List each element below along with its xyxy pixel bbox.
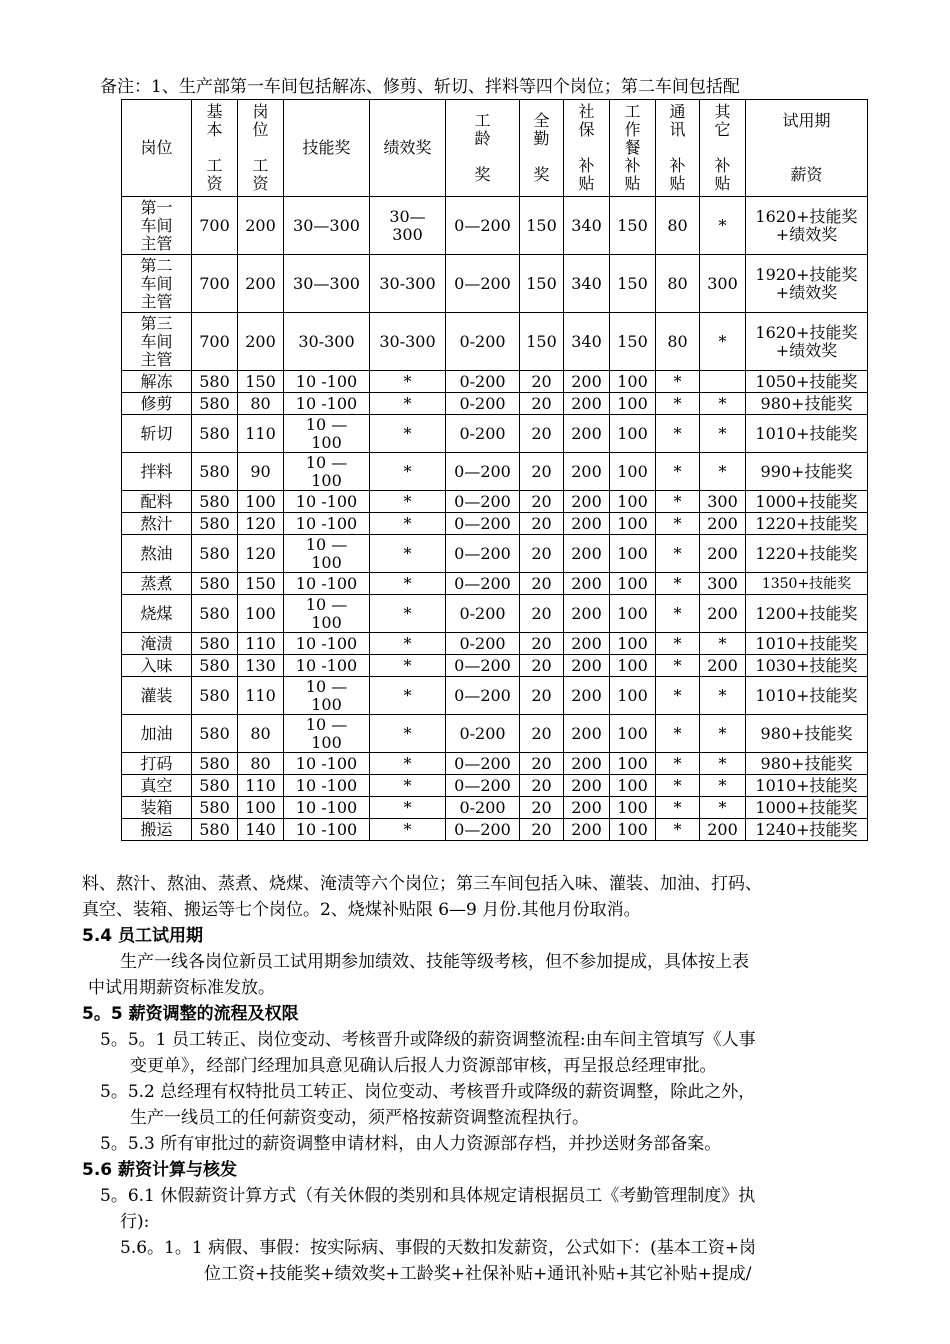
- cell-seniority-bonus: 0—200: [446, 513, 520, 535]
- cell-position: 熬油: [122, 535, 192, 573]
- cell-position: 第二车间主管: [122, 255, 192, 313]
- cell-post-salary: 140: [238, 819, 284, 841]
- cell-meal-subsidy: 150: [610, 197, 656, 255]
- cell-position: 加油: [122, 715, 192, 753]
- section-5-6-1-line-1: 5。6.1 休假薪资计算方式（有关休假的类别和具体规定请根据员工《考勤管理制度》执: [100, 1186, 756, 1206]
- cell-comm-subsidy: *: [656, 655, 700, 677]
- cell-meal-subsidy: 100: [610, 491, 656, 513]
- cell-other-subsidy: *: [700, 633, 746, 655]
- cell-position: 入味: [122, 655, 192, 677]
- cell-performance-bonus: *: [370, 535, 446, 573]
- section-5-4-para-2: 中试用期薪资标准发放。: [88, 978, 275, 998]
- cell-base-salary: 580: [192, 535, 238, 573]
- cell-attendance-bonus: 20: [520, 371, 564, 393]
- cell-trial-salary: 1030+技能奖: [746, 655, 868, 677]
- cell-trial-salary: 1620+技能奖+绩效奖: [746, 313, 868, 371]
- table-row: [122, 595, 868, 633]
- cell-seniority-bonus: 0—200: [446, 775, 520, 797]
- section-5-5-title: 5。5 薪资调整的流程及权限: [82, 1004, 299, 1024]
- cell-meal-subsidy: 100: [610, 393, 656, 415]
- table-row: [122, 491, 868, 513]
- cell-base-salary: 580: [192, 573, 238, 595]
- cell-base-salary: 580: [192, 371, 238, 393]
- cell-base-salary: 580: [192, 715, 238, 753]
- cell-base-salary: 580: [192, 393, 238, 415]
- cell-post-salary: 120: [238, 513, 284, 535]
- cell-social-subsidy: 200: [564, 513, 610, 535]
- cell-attendance-bonus: 150: [520, 313, 564, 371]
- cell-position: 第三车间主管: [122, 313, 192, 371]
- cell-meal-subsidy: 100: [610, 819, 656, 841]
- cell-social-subsidy: 200: [564, 595, 610, 633]
- cell-social-subsidy: 200: [564, 633, 610, 655]
- cell-post-salary: 90: [238, 453, 284, 491]
- cell-performance-bonus: 30—300: [370, 197, 446, 255]
- cell-post-salary: 80: [238, 715, 284, 753]
- table-row: [122, 197, 868, 255]
- header-trial-salary: 试用期 薪资: [746, 100, 868, 197]
- cell-performance-bonus: *: [370, 677, 446, 715]
- header-other-subsidy: 其它 补贴: [700, 100, 746, 197]
- table-row: [122, 715, 868, 753]
- table-row: [122, 633, 868, 655]
- table-row: [122, 313, 868, 371]
- cell-meal-subsidy: 100: [610, 655, 656, 677]
- cell-base-salary: 580: [192, 797, 238, 819]
- table-row: [122, 677, 868, 715]
- cell-meal-subsidy: 150: [610, 255, 656, 313]
- cell-skill-bonus: 10 — 100: [284, 415, 370, 453]
- cell-post-salary: 130: [238, 655, 284, 677]
- cell-skill-bonus: 10 -100: [284, 491, 370, 513]
- cell-social-subsidy: 200: [564, 753, 610, 775]
- cell-trial-salary: 1200+技能奖: [746, 595, 868, 633]
- cell-performance-bonus: *: [370, 393, 446, 415]
- cell-post-salary: 200: [238, 197, 284, 255]
- cell-attendance-bonus: 20: [520, 715, 564, 753]
- cell-skill-bonus: 30-300: [284, 313, 370, 371]
- cell-skill-bonus: 10 -100: [284, 393, 370, 415]
- cell-skill-bonus: 10 -100: [284, 655, 370, 677]
- cell-performance-bonus: 30-300: [370, 255, 446, 313]
- section-5-4-para-1: 生产一线各岗位新员工试用期参加绩效、技能等级考核，但不参加提成，具体按上表: [120, 952, 749, 972]
- cell-attendance-bonus: 20: [520, 775, 564, 797]
- table-row: [122, 453, 868, 491]
- cell-skill-bonus: 10 — 100: [284, 715, 370, 753]
- cell-other-subsidy: *: [700, 393, 746, 415]
- cell-other-subsidy: 200: [700, 819, 746, 841]
- cell-comm-subsidy: 80: [656, 255, 700, 313]
- cell-skill-bonus: 10 -100: [284, 797, 370, 819]
- cell-comm-subsidy: *: [656, 393, 700, 415]
- cell-other-subsidy: 300: [700, 491, 746, 513]
- cell-social-subsidy: 200: [564, 415, 610, 453]
- table-header-row: [122, 100, 868, 197]
- cell-trial-salary: 1010+技能奖: [746, 775, 868, 797]
- cell-comm-subsidy: *: [656, 573, 700, 595]
- cell-performance-bonus: *: [370, 513, 446, 535]
- section-5-5-2-line-1: 5。5.2 总经理有权特批员工转正、岗位变动、考核晋升或降级的薪资调整，除此之外，: [100, 1082, 756, 1102]
- header-seniority-bonus: 工龄 奖: [446, 100, 520, 197]
- cell-skill-bonus: 10 -100: [284, 753, 370, 775]
- cell-social-subsidy: 200: [564, 491, 610, 513]
- cell-comm-subsidy: *: [656, 715, 700, 753]
- cell-meal-subsidy: 100: [610, 595, 656, 633]
- cell-performance-bonus: *: [370, 819, 446, 841]
- cell-seniority-bonus: 0—200: [446, 819, 520, 841]
- salary-table: [121, 99, 868, 841]
- cell-performance-bonus: *: [370, 595, 446, 633]
- cell-trial-salary: 1620+技能奖+绩效奖: [746, 197, 868, 255]
- section-5-5-2-line-2: 生产一线员工的任何薪资变动，须严格按薪资调整流程执行。: [130, 1108, 589, 1128]
- cell-attendance-bonus: 20: [520, 513, 564, 535]
- cell-seniority-bonus: 0—200: [446, 655, 520, 677]
- cell-meal-subsidy: 100: [610, 797, 656, 819]
- cell-trial-salary: 1220+技能奖: [746, 513, 868, 535]
- cell-attendance-bonus: 20: [520, 797, 564, 819]
- table-row: [122, 513, 868, 535]
- cell-attendance-bonus: 20: [520, 595, 564, 633]
- header-attendance-bonus: 全勤 奖: [520, 100, 564, 197]
- cell-performance-bonus: 30-300: [370, 313, 446, 371]
- table-row: [122, 797, 868, 819]
- cell-seniority-bonus: 0-200: [446, 393, 520, 415]
- cell-comm-subsidy: *: [656, 453, 700, 491]
- table-row: [122, 393, 868, 415]
- cell-base-salary: 580: [192, 819, 238, 841]
- cell-comm-subsidy: *: [656, 797, 700, 819]
- cell-position: 装箱: [122, 797, 192, 819]
- cell-seniority-bonus: 0-200: [446, 415, 520, 453]
- cell-performance-bonus: *: [370, 797, 446, 819]
- cell-other-subsidy: *: [700, 453, 746, 491]
- cell-base-salary: 700: [192, 313, 238, 371]
- cell-attendance-bonus: 20: [520, 655, 564, 677]
- table-row: [122, 819, 868, 841]
- section-5-6-title: 5.6 薪资计算与核发: [82, 1160, 238, 1180]
- cell-seniority-bonus: 0—200: [446, 753, 520, 775]
- cell-skill-bonus: 10 -100: [284, 775, 370, 797]
- cell-base-salary: 700: [192, 197, 238, 255]
- cell-social-subsidy: 200: [564, 535, 610, 573]
- cell-performance-bonus: *: [370, 491, 446, 513]
- cell-post-salary: 150: [238, 371, 284, 393]
- cell-other-subsidy: *: [700, 715, 746, 753]
- cell-position: 斩切: [122, 415, 192, 453]
- cell-attendance-bonus: 20: [520, 753, 564, 775]
- cell-seniority-bonus: 0-200: [446, 715, 520, 753]
- cell-comm-subsidy: *: [656, 415, 700, 453]
- cell-base-salary: 580: [192, 753, 238, 775]
- table-row: [122, 573, 868, 595]
- cell-performance-bonus: *: [370, 371, 446, 393]
- cell-meal-subsidy: 100: [610, 453, 656, 491]
- cell-performance-bonus: *: [370, 573, 446, 595]
- cell-trial-salary: 990+技能奖: [746, 453, 868, 491]
- cell-skill-bonus: 10 -100: [284, 633, 370, 655]
- section-5-5-1-line-1: 5。5。1 员工转正、岗位变动、考核晋升或降级的薪资调整流程:由车间主管填写《人事: [100, 1030, 756, 1050]
- header-meal-subsidy: 工作餐 补贴: [610, 100, 656, 197]
- cell-social-subsidy: 200: [564, 655, 610, 677]
- note-continued-2: 真空、装箱、搬运等七个岗位。2、烧煤补贴限 6—9 月份.其他月份取消。: [82, 900, 641, 920]
- cell-attendance-bonus: 20: [520, 819, 564, 841]
- cell-post-salary: 110: [238, 677, 284, 715]
- cell-post-salary: 100: [238, 491, 284, 513]
- cell-base-salary: 580: [192, 453, 238, 491]
- cell-attendance-bonus: 150: [520, 197, 564, 255]
- cell-position: 解冻: [122, 371, 192, 393]
- cell-base-salary: 580: [192, 415, 238, 453]
- cell-position: 熬汁: [122, 513, 192, 535]
- cell-meal-subsidy: 100: [610, 775, 656, 797]
- cell-position: 打码: [122, 753, 192, 775]
- cell-social-subsidy: 200: [564, 775, 610, 797]
- cell-attendance-bonus: 20: [520, 633, 564, 655]
- cell-attendance-bonus: 20: [520, 453, 564, 491]
- cell-attendance-bonus: 20: [520, 573, 564, 595]
- header-social-subsidy: 社保 补贴: [564, 100, 610, 197]
- cell-other-subsidy: *: [700, 753, 746, 775]
- cell-post-salary: 80: [238, 393, 284, 415]
- cell-trial-salary: 1920+技能奖+绩效奖: [746, 255, 868, 313]
- cell-comm-subsidy: *: [656, 535, 700, 573]
- cell-other-subsidy: *: [700, 313, 746, 371]
- header-position: 岗位: [122, 100, 192, 197]
- cell-trial-salary: 1240+技能奖: [746, 819, 868, 841]
- cell-comm-subsidy: 80: [656, 197, 700, 255]
- cell-attendance-bonus: 20: [520, 393, 564, 415]
- cell-base-salary: 580: [192, 595, 238, 633]
- cell-other-subsidy: [700, 371, 746, 393]
- cell-social-subsidy: 200: [564, 393, 610, 415]
- cell-meal-subsidy: 100: [610, 753, 656, 775]
- cell-seniority-bonus: 0—200: [446, 573, 520, 595]
- header-skill-bonus: 技能奖: [284, 100, 370, 197]
- cell-other-subsidy: 200: [700, 595, 746, 633]
- cell-seniority-bonus: 0—200: [446, 491, 520, 513]
- cell-position: 淹渍: [122, 633, 192, 655]
- cell-seniority-bonus: 0—200: [446, 453, 520, 491]
- cell-trial-salary: 1010+技能奖: [746, 415, 868, 453]
- section-5-6-1-line-2: 行):: [120, 1212, 150, 1232]
- cell-skill-bonus: 10 -100: [284, 371, 370, 393]
- cell-seniority-bonus: 0-200: [446, 633, 520, 655]
- cell-social-subsidy: 200: [564, 819, 610, 841]
- cell-seniority-bonus: 0-200: [446, 797, 520, 819]
- cell-post-salary: 110: [238, 415, 284, 453]
- cell-comm-subsidy: 80: [656, 313, 700, 371]
- cell-skill-bonus: 10 — 100: [284, 453, 370, 491]
- cell-base-salary: 580: [192, 491, 238, 513]
- cell-position: 拌料: [122, 453, 192, 491]
- cell-post-salary: 150: [238, 573, 284, 595]
- table-row: [122, 775, 868, 797]
- cell-position: 修剪: [122, 393, 192, 415]
- cell-other-subsidy: 200: [700, 655, 746, 677]
- table-row: [122, 535, 868, 573]
- cell-seniority-bonus: 0—200: [446, 535, 520, 573]
- cell-post-salary: 110: [238, 633, 284, 655]
- cell-meal-subsidy: 100: [610, 415, 656, 453]
- cell-meal-subsidy: 100: [610, 573, 656, 595]
- section-5-5-1-line-2: 变更单》，经部门经理加具意见确认后报人力资源部审核，再呈报总经理审批。: [130, 1056, 717, 1076]
- cell-post-salary: 120: [238, 535, 284, 573]
- table-row: [122, 415, 868, 453]
- cell-performance-bonus: *: [370, 655, 446, 677]
- cell-skill-bonus: 10 — 100: [284, 677, 370, 715]
- cell-trial-salary: 980+技能奖: [746, 393, 868, 415]
- cell-post-salary: 100: [238, 595, 284, 633]
- cell-performance-bonus: *: [370, 453, 446, 491]
- cell-other-subsidy: 200: [700, 513, 746, 535]
- cell-social-subsidy: 340: [564, 255, 610, 313]
- cell-trial-salary: 1010+技能奖: [746, 633, 868, 655]
- cell-skill-bonus: 10 -100: [284, 819, 370, 841]
- cell-post-salary: 100: [238, 797, 284, 819]
- cell-other-subsidy: 200: [700, 535, 746, 573]
- cell-social-subsidy: 340: [564, 313, 610, 371]
- cell-social-subsidy: 200: [564, 715, 610, 753]
- cell-position: 蒸煮: [122, 573, 192, 595]
- cell-social-subsidy: 200: [564, 453, 610, 491]
- cell-comm-subsidy: *: [656, 371, 700, 393]
- cell-other-subsidy: *: [700, 775, 746, 797]
- cell-trial-salary: 1350+技能奖: [746, 573, 868, 595]
- cell-base-salary: 580: [192, 655, 238, 677]
- cell-position: 搬运: [122, 819, 192, 841]
- cell-base-salary: 700: [192, 255, 238, 313]
- table-row: [122, 255, 868, 313]
- cell-attendance-bonus: 20: [520, 535, 564, 573]
- cell-social-subsidy: 200: [564, 797, 610, 819]
- cell-other-subsidy: *: [700, 797, 746, 819]
- cell-position: 配料: [122, 491, 192, 513]
- cell-skill-bonus: 10 -100: [284, 573, 370, 595]
- cell-seniority-bonus: 0-200: [446, 313, 520, 371]
- table-row: [122, 655, 868, 677]
- cell-skill-bonus: 10 — 100: [284, 535, 370, 573]
- cell-meal-subsidy: 100: [610, 535, 656, 573]
- cell-trial-salary: 1010+技能奖: [746, 677, 868, 715]
- cell-meal-subsidy: 100: [610, 715, 656, 753]
- cell-performance-bonus: *: [370, 715, 446, 753]
- cell-meal-subsidy: 100: [610, 677, 656, 715]
- cell-comm-subsidy: *: [656, 677, 700, 715]
- cell-comm-subsidy: *: [656, 753, 700, 775]
- cell-comm-subsidy: *: [656, 513, 700, 535]
- cell-trial-salary: 1000+技能奖: [746, 491, 868, 513]
- cell-attendance-bonus: 20: [520, 491, 564, 513]
- cell-seniority-bonus: 0-200: [446, 595, 520, 633]
- cell-attendance-bonus: 20: [520, 415, 564, 453]
- cell-performance-bonus: *: [370, 775, 446, 797]
- cell-trial-salary: 980+技能奖: [746, 715, 868, 753]
- cell-post-salary: 80: [238, 753, 284, 775]
- cell-other-subsidy: *: [700, 197, 746, 255]
- cell-performance-bonus: *: [370, 753, 446, 775]
- cell-comm-subsidy: *: [656, 633, 700, 655]
- cell-seniority-bonus: 0—200: [446, 197, 520, 255]
- cell-base-salary: 580: [192, 677, 238, 715]
- note-top: 备注：1、生产部第一车间包括解冻、修剪、斩切、拌料等四个岗位；第二车间包括配: [100, 77, 740, 97]
- cell-skill-bonus: 30—300: [284, 197, 370, 255]
- section-5-6-1-1-line-1: 5.6。1。1 病假、事假：按实际病、事假的天数扣发薪资，公式如下：(基本工资+岗: [120, 1238, 756, 1258]
- cell-meal-subsidy: 100: [610, 371, 656, 393]
- cell-base-salary: 580: [192, 513, 238, 535]
- cell-performance-bonus: *: [370, 415, 446, 453]
- cell-trial-salary: 1000+技能奖: [746, 797, 868, 819]
- cell-base-salary: 580: [192, 633, 238, 655]
- section-5-6-1-1-line-2: 位工资+技能奖+绩效奖+工龄奖+社保补贴+通讯补贴+其它补贴+提成/: [204, 1264, 752, 1284]
- cell-other-subsidy: *: [700, 677, 746, 715]
- cell-trial-salary: 1220+技能奖: [746, 535, 868, 573]
- cell-skill-bonus: 30—300: [284, 255, 370, 313]
- cell-skill-bonus: 10 — 100: [284, 595, 370, 633]
- section-5-5-3: 5。5.3 所有审批过的薪资调整申请材料，由人力资源部存档，并抄送财务部备案。: [100, 1134, 722, 1154]
- cell-meal-subsidy: 100: [610, 513, 656, 535]
- cell-comm-subsidy: *: [656, 491, 700, 513]
- note-continued-1: 料、熬汁、熬油、蒸煮、烧煤、淹渍等六个岗位；第三车间包括入味、灌装、加油、打码、: [82, 874, 762, 894]
- cell-comm-subsidy: *: [656, 595, 700, 633]
- cell-post-salary: 200: [238, 313, 284, 371]
- cell-social-subsidy: 200: [564, 371, 610, 393]
- table-row: [122, 371, 868, 393]
- cell-seniority-bonus: 0—200: [446, 255, 520, 313]
- cell-comm-subsidy: *: [656, 775, 700, 797]
- cell-position: 烧煤: [122, 595, 192, 633]
- cell-skill-bonus: 10 -100: [284, 513, 370, 535]
- cell-base-salary: 580: [192, 775, 238, 797]
- cell-position: 真空: [122, 775, 192, 797]
- cell-attendance-bonus: 150: [520, 255, 564, 313]
- cell-seniority-bonus: 0-200: [446, 371, 520, 393]
- header-comm-subsidy: 通讯 补贴: [656, 100, 700, 197]
- cell-other-subsidy: 300: [700, 255, 746, 313]
- cell-social-subsidy: 200: [564, 677, 610, 715]
- cell-comm-subsidy: *: [656, 819, 700, 841]
- cell-trial-salary: 980+技能奖: [746, 753, 868, 775]
- cell-social-subsidy: 200: [564, 573, 610, 595]
- cell-position: 灌装: [122, 677, 192, 715]
- section-5-4-title: 5.4 员工试用期: [82, 926, 204, 946]
- cell-other-subsidy: *: [700, 415, 746, 453]
- header-post-salary: 岗位 工资: [238, 100, 284, 197]
- cell-attendance-bonus: 20: [520, 677, 564, 715]
- cell-post-salary: 110: [238, 775, 284, 797]
- cell-meal-subsidy: 150: [610, 313, 656, 371]
- cell-performance-bonus: *: [370, 633, 446, 655]
- cell-other-subsidy: 300: [700, 573, 746, 595]
- header-base-salary: 基本 工资: [192, 100, 238, 197]
- cell-seniority-bonus: 0—200: [446, 677, 520, 715]
- cell-trial-salary: 1050+技能奖: [746, 371, 868, 393]
- table-row: [122, 753, 868, 775]
- cell-post-salary: 200: [238, 255, 284, 313]
- cell-social-subsidy: 340: [564, 197, 610, 255]
- header-performance-bonus: 绩效奖: [370, 100, 446, 197]
- cell-position: 第一车间主管: [122, 197, 192, 255]
- cell-meal-subsidy: 100: [610, 633, 656, 655]
